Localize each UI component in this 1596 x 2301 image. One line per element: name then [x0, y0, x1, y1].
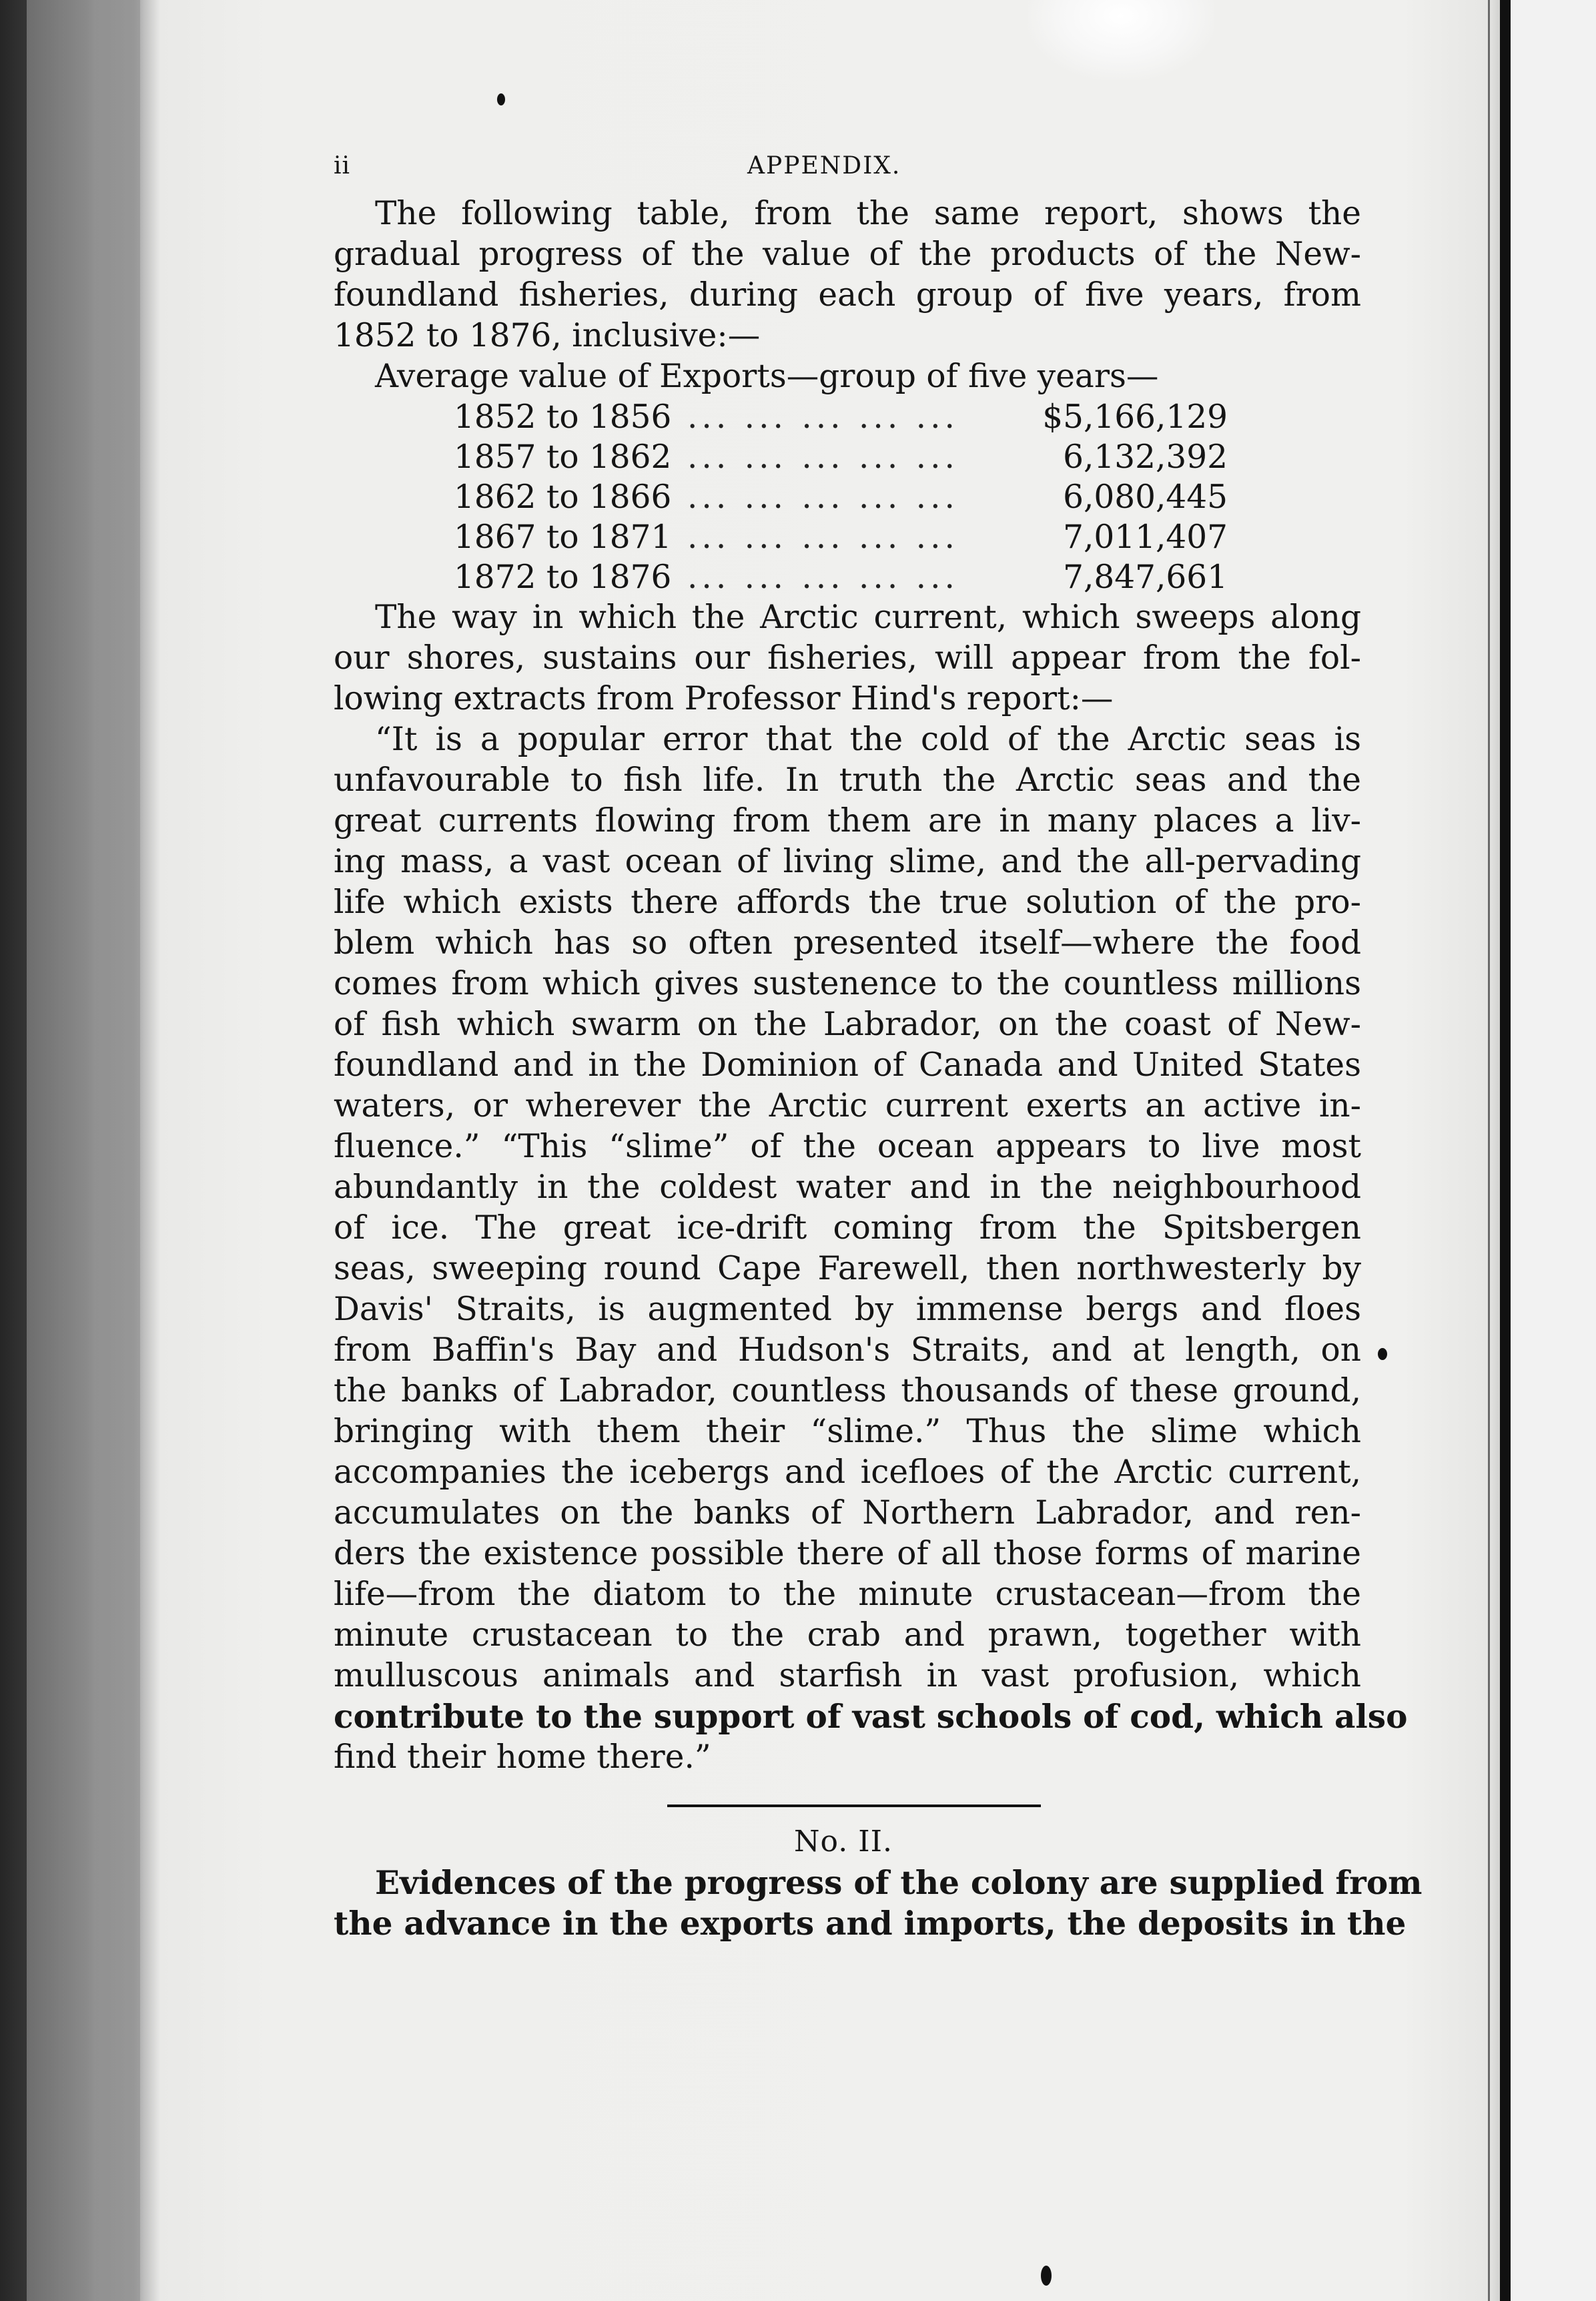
- gutter-rule: [1500, 0, 1511, 2301]
- text-line: comes from which gives sustenence to the countless millions: [334, 965, 1361, 1002]
- page-edge-line: [1488, 0, 1490, 2301]
- text-line: minute crustacean to the crab and prawn, together with: [334, 1616, 1361, 1654]
- period-cell: 1872 to 1876: [454, 559, 672, 596]
- text-line: 1852 to 1876, inclusive:—: [334, 317, 761, 354]
- text-line: contribute to the support of vast schools of cod, which also: [334, 1698, 1408, 1736]
- binding-edge-shadow: [27, 0, 140, 2301]
- value-cell: $5,166,129: [1042, 398, 1228, 436]
- value-cell: 6,132,392: [1063, 438, 1228, 476]
- ink-speck: [497, 93, 505, 105]
- text-line: of fish which swarm on the Labrador, on the coast of New-: [334, 1006, 1361, 1043]
- text-line: unfavourable to fish life. In truth the Arctic seas and the: [334, 761, 1361, 799]
- table-row: [454, 557, 1228, 597]
- text-line: Davis' Straits, is augmented by immense bergs and floes: [334, 1291, 1361, 1328]
- text-line: find their home there.”: [334, 1738, 711, 1776]
- arctic-paragraph: [334, 597, 1361, 719]
- text-line: accumulates on the banks of Northern Labrador, and ren-: [334, 1494, 1361, 1532]
- text-line: foundland and in the Dominion of Canada and United States: [334, 1046, 1361, 1084]
- text-line: Evidences of the progress of the colony are supplied from: [375, 1864, 1423, 1902]
- table-row: [454, 437, 1228, 477]
- text-line: The following table, from the same report, shows the: [375, 195, 1361, 232]
- text-line: of ice. The great ice-drift coming from the Spitsbergen: [334, 1209, 1361, 1247]
- period-cell: 1862 to 1866: [454, 478, 672, 516]
- text-line: seas, sweeping round Cape Farewell, then northwesterly by: [334, 1250, 1361, 1287]
- text-line: bringing with them their “slime.” Thus the slime which: [334, 1413, 1361, 1450]
- intro-paragraph: [334, 194, 1361, 356]
- text-line: abundantly in the coldest water and in the neighbourhood: [334, 1169, 1361, 1206]
- exports-table: [454, 397, 1228, 597]
- text-line: foundland fisheries, during each group of five years, from: [334, 276, 1361, 314]
- text-line: ing mass, a vast ocean of living slime, and the all-pervading: [334, 843, 1361, 880]
- page-header: [334, 147, 1361, 194]
- quote-paragraph: [334, 719, 1408, 1778]
- text-line: fluence.” “This “slime” of the ocean appears to live most: [334, 1128, 1361, 1165]
- leader-dots: ... ... ... ... ...: [687, 519, 959, 556]
- text-line: from Baffin's Bay and Hudson's Straits, and at length, on: [334, 1331, 1361, 1369]
- ink-speck: [1041, 2266, 1052, 2286]
- text-line: “It is a popular error that the cold of the Arctic seas is: [375, 721, 1361, 758]
- period-cell: 1852 to 1856: [454, 398, 672, 436]
- text-line: lowing extracts from Professor Hind's report:—: [334, 680, 1114, 717]
- table-row: [454, 477, 1228, 517]
- book-page: [334, 147, 1423, 1944]
- text-line: mulluscous animals and starfish in vast profusion, which: [334, 1657, 1361, 1694]
- leader-dots: ... ... ... ... ...: [687, 478, 959, 516]
- text-line: life—from the diatom to the minute crustacean—from the: [334, 1576, 1361, 1613]
- ink-speck: [1378, 1348, 1387, 1360]
- period-cell: 1857 to 1862: [454, 438, 672, 476]
- closing-paragraph: [334, 1863, 1423, 1944]
- paper-damage-spot: [1028, 0, 1214, 80]
- exports-table-caption: Average value of Exports—group of five years—: [375, 358, 1159, 395]
- leader-dots: ... ... ... ... ...: [687, 438, 959, 476]
- facing-page-margin: [1511, 0, 1596, 2301]
- text-line: accompanies the icebergs and icefloes of the Arctic current,: [334, 1453, 1361, 1491]
- text-line: gradual progress of the value of the products of the New-: [334, 236, 1361, 273]
- text-line: waters, or wherever the Arctic current exerts an active in-: [334, 1087, 1361, 1124]
- leader-dots: ... ... ... ... ...: [687, 398, 959, 436]
- text-line: ders the existence possible there of all those forms of marine: [334, 1535, 1361, 1572]
- leader-dots: ... ... ... ... ...: [687, 559, 959, 596]
- text-line: the banks of Labrador, countless thousands of these ground,: [334, 1372, 1361, 1409]
- table-row: [454, 397, 1228, 437]
- value-cell: 7,011,407: [1063, 519, 1228, 556]
- text-line: great currents flowing from them are in many places a liv-: [334, 802, 1361, 840]
- value-cell: 7,847,661: [1063, 559, 1228, 596]
- section-heading: No. II.: [794, 1825, 893, 1859]
- text-line: The way in which the Arctic current, which sweeps along: [375, 599, 1361, 636]
- period-cell: 1867 to 1871: [454, 519, 672, 556]
- text-line: our shores, sustains our fisheries, will appear from the fol-: [334, 639, 1361, 677]
- value-cell: 6,080,445: [1063, 478, 1228, 516]
- text-line: blem which has so often presented itself—where the food: [334, 924, 1361, 962]
- page-number: ii: [334, 152, 351, 180]
- text-line: the advance in the exports and imports, the deposits in the: [334, 1905, 1407, 1943]
- table-row: [454, 517, 1228, 557]
- text-line: life which exists there affords the true solution of the pro-: [334, 884, 1361, 921]
- running-title: APPENDIX.: [747, 152, 901, 180]
- section-divider: [667, 1804, 1041, 1807]
